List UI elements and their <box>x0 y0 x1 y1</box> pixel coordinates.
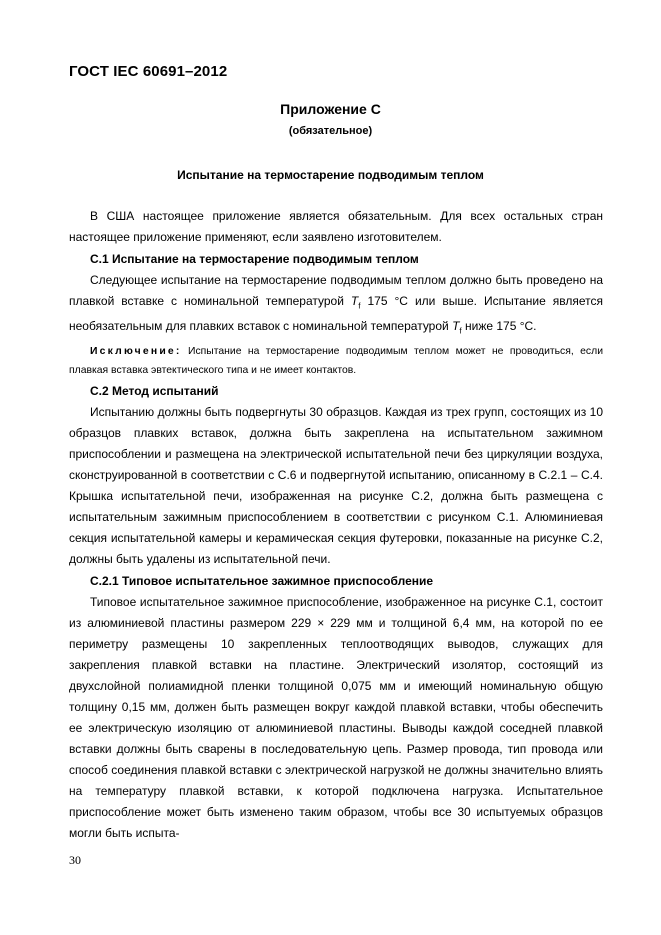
appendix-subtitle: (обязательное) <box>288 125 373 137</box>
symbol-tf-subscript-2: f <box>459 326 462 336</box>
symbol-tf: T <box>350 294 359 308</box>
exception-note <box>69 342 603 380</box>
exception-label: Исключение: <box>90 345 182 357</box>
document-id-header: ГОСТ IEC 60691–2012 <box>69 63 228 80</box>
intro-paragraph: В США настоящее приложение является обязательным. Для всех остальных стран настоящее приложение применяют, если заявлено изготовителем. <box>69 209 603 244</box>
appendix-heading: Испытание на термостарение подводимым теплом <box>177 168 484 182</box>
c1-text-part-1: Следующее испытание на термостарение подводимым теплом должно быть проведено на плавкой вставке с номинальной температурой <box>69 273 603 308</box>
symbol-tf-subscript: f <box>358 301 361 311</box>
section-c1-paragraph <box>69 270 603 342</box>
page-number: 30 <box>69 853 81 867</box>
section-c2-paragraph: Испытанию должны быть подвергнуты 30 образцов. Каждая из трех групп, состоящих из 10 образцов плавких вставок, должна быть закреплена на испытательном зажимном приспособлении и размещена на электрической испытательной печи без циркуляции воздуха, сконструированной в соответствии с С.6 и подвергнутой испытанию, описанному в С.2.1 – С.4. Крышка испытательной печи, изображенная на рисунке С.2, должна быть размещена с испытательным зажимным приспособлением в соответствии с рисунком С.1. Алюминиевая секция испытательной камеры и керамическая секция футеровки, показанные на рисунке С.2, должны быть удалены из испытательной печи. <box>69 404 603 566</box>
c1-text-part-3: ниже 175 °С. <box>461 319 537 334</box>
exception-text: Испытание на термостарение подводимым теплом может не проводиться, если плавкая вставка эвтектического типа и не имеет контактов. <box>69 345 603 376</box>
document-body <box>69 206 603 844</box>
section-c1-title: С.1 Испытание на термостарение подводимым теплом <box>90 252 419 266</box>
section-c2-title: С.2 Метод испытаний <box>90 383 219 398</box>
symbol-tf-2: T <box>452 319 460 334</box>
appendix-title: Приложение C <box>280 101 381 117</box>
section-c21-paragraph: Типовое испытательное зажимное приспособление, изображенное на рисунке С.1, состоит из алюминиевой пластины размером 229 × 229 мм и толщиной 6,4 мм, на которой по ее периметру размещены 10 закрепленных теплоотводящих выводов, служащих для закрепления плавкой вставки на пластине. Электрический изолятор, состоящий из двухслойной полиамидной пленки толщиной 0,075 мм и имеющий номинальную общую толщину 0,15 мм, должен быть размещен вокруг каждой плавкой вставки, чтобы обеспечить ее электрическую изоляцию от алюминиевой пластины. Выводы каждой соседней плавкой вставки должны быть сварены в последовательную цепь. Размер провода, тип провода или способ соединения плавкой вставки с электрической нагрузкой не должны значительно влиять на температуру плавкой вставки, к которой подключена нагрузка. Испытательное приспособление может быть изменено таким образом, чтобы все 30 испытуемых образцов могли быть испыта- <box>69 594 603 840</box>
c1-text-part-2: 175 °С или выше. Испытание является необязательным для плавких вставок с номинальной температурой <box>69 294 604 334</box>
section-c21-title: С.2.1 Типовое испытательное зажимное приспособление <box>90 573 434 588</box>
